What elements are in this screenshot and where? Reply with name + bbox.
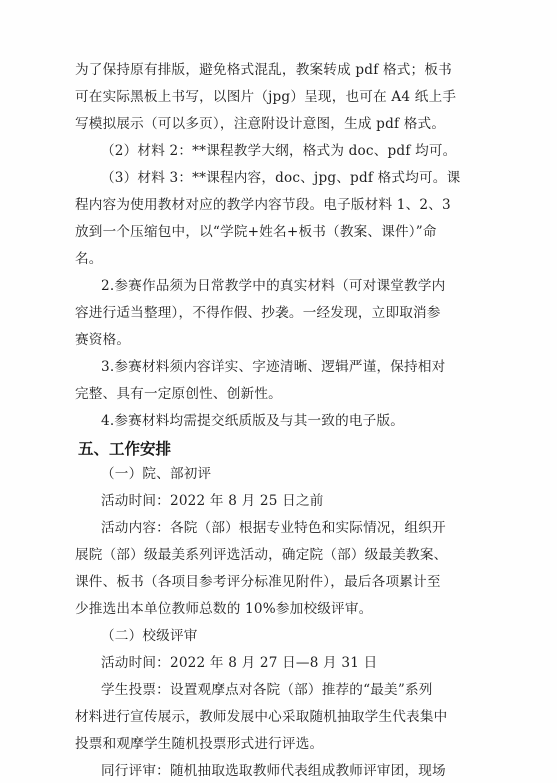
paragraph-line: 展院（部）级最美系列评选活动，确定院（部）级最美教案、 xyxy=(75,547,448,564)
paragraph-line: 活动时间：2022 年 8 月 25 日之前 xyxy=(101,493,324,510)
paragraph-line: 投票和观摩学生随机投票形式进行评选。 xyxy=(75,736,324,752)
paragraph-line: 放到一个压缩包中，以“学院+姓名+板书（教案、课件）”命 xyxy=(75,223,437,240)
paragraph-line: 为了保持原有排版，避免格式混乱，教案转成 pdf 格式；板书 xyxy=(75,62,452,78)
paragraph-line: 2.参赛作品须为日常教学中的真实材料（可对课堂教学内 xyxy=(101,277,446,294)
paragraph-line: 课件、板书（各项目参考评分标准见附件），最后各项累计至 xyxy=(75,574,441,591)
paragraph-line: 可在实际黑板上书写，以图片（jpg）呈现，也可在 A4 纸上手 xyxy=(75,89,457,105)
subsection-heading: （二）校级评审 xyxy=(101,628,198,645)
paragraph-line: 写模拟展示（可以多页），注意附设计意图，生成 pdf 格式。 xyxy=(75,115,446,132)
paragraph-line: 名。 xyxy=(75,250,103,267)
paragraph-line: 完整、具有一定原创性、创新性。 xyxy=(75,385,282,402)
paragraph-line: 同行评审：随机抽取选取教师代表组成教师评审团，现场 xyxy=(101,763,446,779)
paragraph-line: 少推选出本单位教师总数的 10%参加校级评审。 xyxy=(75,601,373,618)
paragraph-line: （2）材料 2：**课程教学大纲，格式为 doc、pdf 均可。 xyxy=(101,142,457,159)
paragraph-line: 材料进行宣传展示，教师发展中心采取随机抽取学生代表集中 xyxy=(75,709,448,726)
subsection-heading: （一）院、部初评 xyxy=(101,466,212,483)
paragraph-line: 学生投票：设置观摩点对各院（部）推荐的“最美”系列 xyxy=(101,682,433,699)
paragraph-line: 3.参赛材料须内容详实、字迹清晰、逻辑严谨，保持相对 xyxy=(101,358,446,375)
paragraph-line: 4.参赛材料均需提交纸质版及与其一致的电子版。 xyxy=(101,412,405,429)
section-heading: 五、工作安排 xyxy=(78,439,172,458)
paragraph-line: 活动时间：2022 年 8 月 27 日—8 月 31 日 xyxy=(101,655,378,672)
paragraph-line: 赛资格。 xyxy=(75,331,131,348)
paragraph-line: 程内容为使用教材对应的教学内容节段。电子版材料 1、2、3 xyxy=(75,196,451,213)
paragraph-line: 容进行适当整理），不得作假、抄袭。一经发现，立即取消参 xyxy=(75,304,441,321)
paragraph-line: 活动内容：各院（部）根据专业特色和实际情况，组织开 xyxy=(101,520,446,537)
paragraph-line: （3）材料 3：**课程内容，doc、jpg、pdf 格式均可。课 xyxy=(101,169,461,186)
